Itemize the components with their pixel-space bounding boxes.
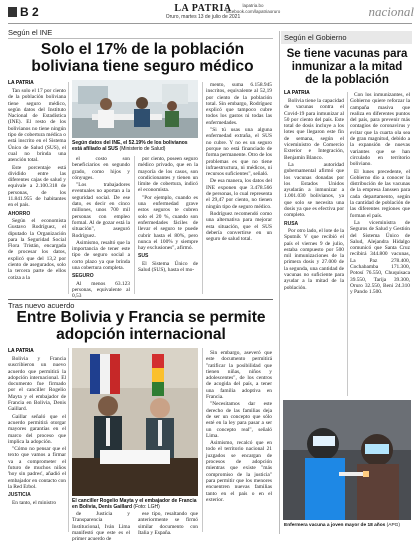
masthead: LA PATRIA [174,3,232,14]
main-column-4: mento, suma 6.158.945 inscritos, equivalente al 52,19 por ciento de la población total. Sin embargo, Rodríguez explicó que tampoco cubre todos los gastos ni todas las enfermedades. "Si tú usas una alguna enfermedad extraña, el SUS no cubre. Y no es un seguro porque no está financiado de forma permanente. Otro de los problemas es que no tiene infraestructura, ni médicos, ni recursos suficientes", señaló. De esa manera, los datos del INE exponen que 3.478.566 de personas, lo cual representa el 29,47 por ciento, no tienen ningún tipo de seguro médico. Rodríguez recomendó como una alternativa para mejorar esta situación, que el SUS debería convertirse en un seguro de salud total. [206,82,273,243]
social-links [218,3,288,15]
second-photo [72,348,198,496]
sidebar-headline: Se tiene vacunas para inmunizar a la mitad de la población [286,48,408,86]
second-byline: LA PATRIA [8,348,34,354]
sidebar-byline: LA PATRIA [284,90,310,96]
main-column-3: por ciento, poseen seguro médico privado, que en la mayoría de los casos, son condicionantes y tienen un límite de cobertura, indicó el economista. "Por ejemplo, cuando es una enfermedad grave estos seguros te cubren solo el 20 %, cuando son enfermedades fáciles de llevar el seguro te puede cubrir hasta el 80%, pero nunca el 100% y siempre hay exclusiones", afirmó. SUS El Sistema Único de Salud (SUS), hasta el mo- [138,156,198,274]
diplomats-signing-image [72,348,198,496]
doctor-consultation-image [72,80,198,138]
sidebar-photo [283,400,411,520]
second-kicker: Tras nuevo acuerdo [8,301,75,310]
website-link[interactable]: lapatria.bo [242,3,264,8]
main-column-1: Tan solo el 17 por ciento de la población boliviana tiene seguro médico, según datos del Instituto Nacional de Estadística (INE). El resto de los bolivianos no tiene ningún tipo de cobertura médica o está inscrito en el Sistema Único de Salud (SUS), el cual no brinda una atención total. Este porcentaje está dividido entre las diferentes cajas de salud y equivale a 2.100.318 de personas, de los 11.841.955 de habitantes en el país. AHORRO Según el economista Gustavo Rodríguez, el diputado la Organización para la Seguridad Social Flora Tristán, encargada de procesar los datos, explicó que del 13,2 por ciento de asegurados, solo la tercera parte de ellos cotiza a la [8,88,66,281]
column-divider [68,348,69,532]
story-divider [8,299,273,300]
main-headline: Solo el 17% de la población boliviana tiene seguro médico [31,41,254,75]
main-photo [72,80,198,138]
sidebar-column-2: Con los inmunizantes, el Gobierno quiere reforzar la campaña masiva que realiza en diferentes puntos del país, para prevenir más contagios de coronavirus y evitar que la cuarta ola sea de gran magnitud, debido a la expansión de nuevas variantes que se han circulado en territorio boliviano. El lunes precedente, el Gobierno dio a conocer la distribución de las vacunas de la empresa Janssen para cada departamento, según la cantidad de población de las diferentes regiones que forman el país. La viceministra de Seguros de Salud y Gestión del Sistema Único de Salud, Alejandra Hidalgo comunicó que Santa Cruz recibirá 344.800 vacunas, La Paz 278.400, Cochabamba 171.300, Potosí 76.550, Chuquisaca 39.550, Tarija 39.300, Oruro 32.550, Beni 24.310 y Pando 1.500. [350,92,410,296]
column-divider [202,82,203,294]
sidebar-photo-caption: Enfermera vacuna a joven mayor de 18 años (APG) [284,523,400,528]
sidebar-column-1: Bolivia tiene la capacidad de vacunas contra el Covid-19 para inmunizar al 50 por ciento del país. Este total de dosis incluye a los lotes que llegaron este fin de semana, según el viceministro de Comercio Exterior e Integración, Benjamín Blanco. La autoridad gubernamental afirmó que los vacunas donadas por los Estados Unidos ayudarán a inmunizar a 1.001.030 bolivianos, ya que solo se necesita una dosis ya que es efectiva por completo. RUSA Por otro lado, el lote de la Sputnik V que recibió el país el viernes 9 de julio, estaba compuesto por 500 mil inmunizaciones de la primera dosis y 27.000 de la segunda, una cantidad de vacunas no suficiente para ayudar a la mitad de la población. [284,98,344,291]
column-divider [134,156,135,294]
facebook-link[interactable]: facebook.com/lapatriaoruro [225,9,281,14]
column-divider [68,82,69,294]
second-headline: Entre Bolivia y Francia se permite adopción internacional [16,309,266,343]
second-column-4: Sin embargo, aseveró que este documento permitirá "ratificar la posibilidad que tienen niñas, niños y adolescentes", de los centros de acogida del país, a tener una familia adoptiva en Francia. "Necesitamos dar este derecho de las familias deja de ser un concepto que sólo esté en la ley para pasar a ser un concepto real", señaló Lima. Asimismo, recalcó que en todo el territorio nacional 21 juzgados se encargan de procesos de adopción mientras que existe "más compromiso de la justicia" para permitir que los menores encuentren nuevas familias tanto en el país o en el exterior. [206,350,272,503]
sidebar-kicker: Según el Gobierno [284,33,347,42]
page-marker-icon [8,7,17,17]
column-divider [202,348,203,532]
issue-date: Oruro, martes 13 de julio de 2021 [165,14,241,20]
main-photo-caption: Según datos del INE, el 52.19% de los bolivianos está afiliado al SUS (Ministerio de Salud) [72,140,188,152]
main-byline: LA PATRIA [8,80,34,86]
main-column-2: el costo son beneficiarios en segundo grado, como hijos y cónyuges. "Los trabajadores eventuales no aportan a la seguridad social. De ese dato, es decir en cinco millones, unos 700 mil personas con empleo formal. Al de gozar está la situación", aseguró Rodríguez. Asimismo, resaltó que la importancia de tener este tipo de seguro social a corto plazo ya que brinda una cobertura completa. SEGURO Al menos 63.123 personas, equivalente al 0,53 [72,156,130,300]
column-divider [347,92,348,396]
second-column-1: Bolivia y Francia suscribieron un nuevo acuerdo que permitirá la adopción internacional. El documento fue firmado por el canciller Rogelio Mayta y el embajador de Francia en Bolivia, Denis Gaillard. Gaillar señaló que el acuerdo permitirá otorgar mayores garantías en el marco del proceso que implica la adopción. "Cómo no pensar que el texto que vamos a firmar va a comprometer el futuro de muchos niños 'hoy sin padres', añadió el embajador en contacto con la Red Erbol. JUSTICIA En tanto, el ministro [8,356,66,506]
vaccination-image [283,400,411,520]
page-number: B 2 [8,5,39,19]
main-kicker-rule [8,38,273,39]
second-photo-caption: El canciller Rogelio Mayta y el embajador de Francia en Bolivia, Denis Gaillard (Foto: LGH) [72,498,197,510]
header-divider [8,23,412,24]
second-column-2: de Justicia y Transparencia Institucional, Iván Lima manifestó que este es el primer acuerdo de [72,511,130,542]
main-kicker: Según el INE [8,28,53,37]
second-column-3: ese tipo, resaltando que anteriormente se firmó similar documento con Italia y España. [138,511,198,536]
section-name: nacional [368,4,414,19]
